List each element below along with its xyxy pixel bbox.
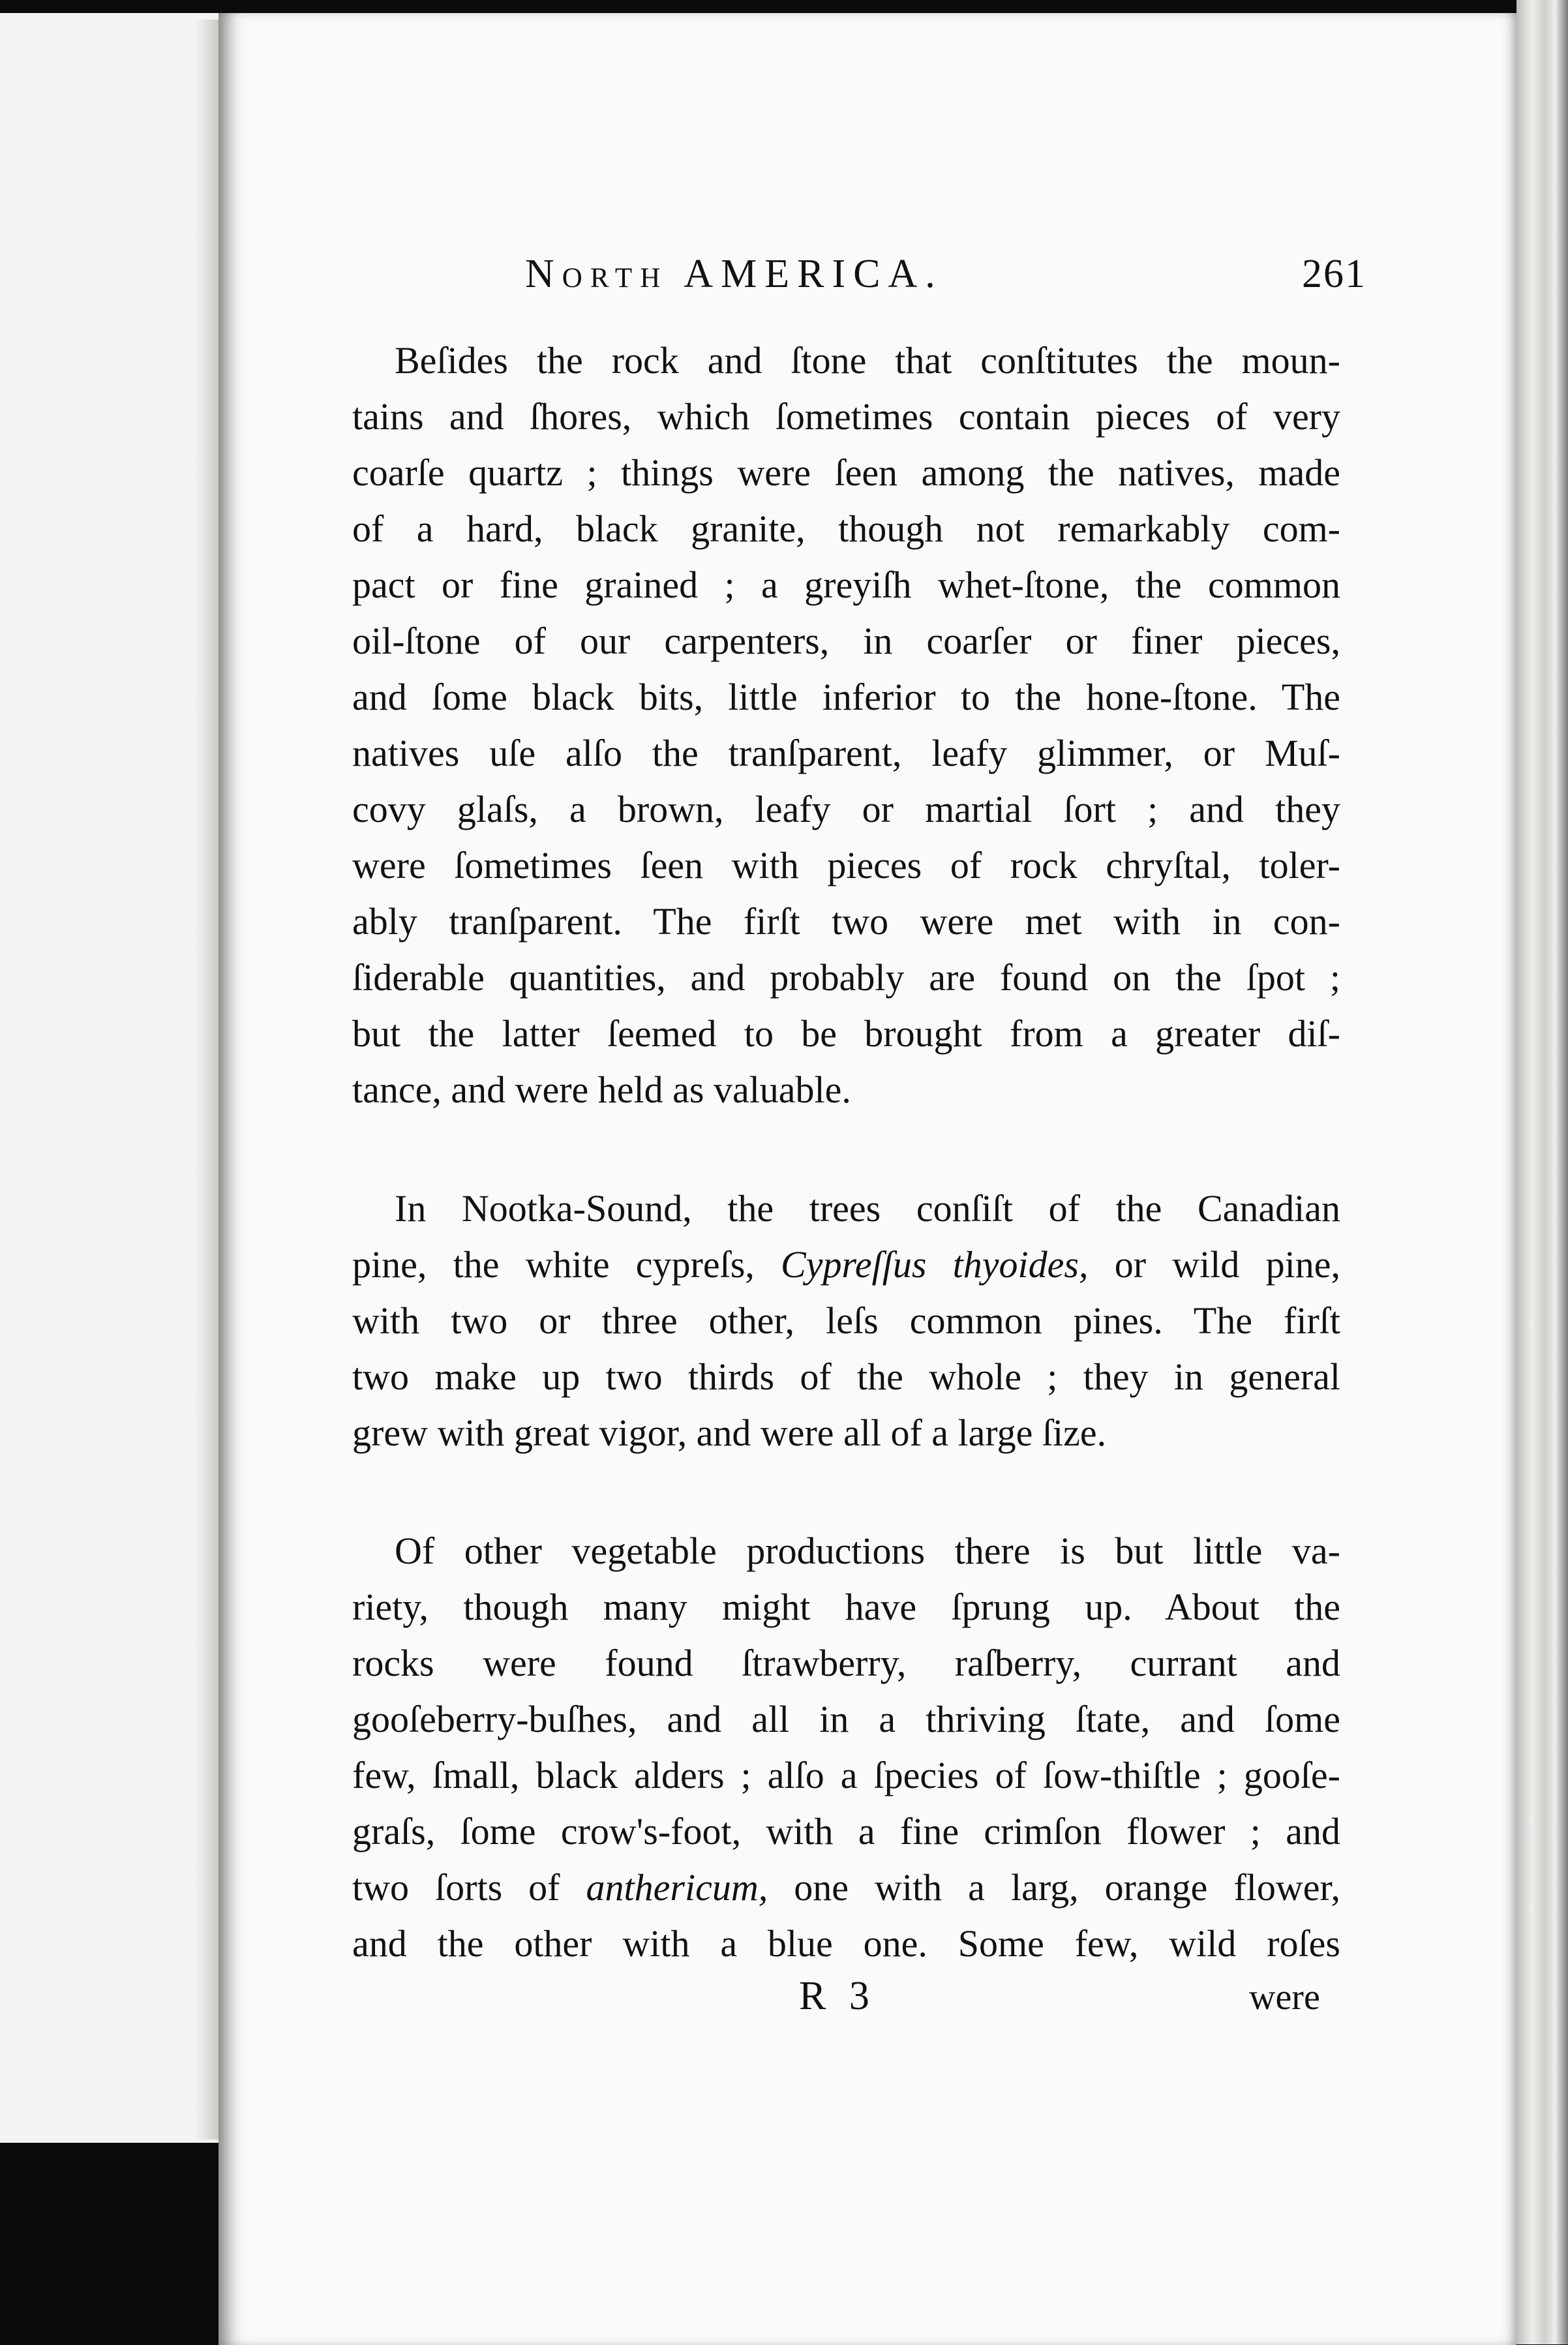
text-line: grew with great vigor, and were all of a large ſize. bbox=[352, 1412, 1107, 1454]
text-line: of a hard, black granite, though not remarkably com- bbox=[352, 507, 1340, 550]
text-line: tance, and were held as valuable. bbox=[352, 1068, 851, 1111]
running-title: North AMERICA. bbox=[525, 252, 943, 296]
text-line: with two or three other, leſs common pines. The firſt bbox=[352, 1299, 1340, 1342]
text-line: ably tranſparent. The firſt two were met with in con- bbox=[352, 900, 1340, 943]
text-line: rocks were found ſtrawberry, raſberry, currant and bbox=[352, 1642, 1340, 1684]
text-line: Of other vegetable productions there is but little va- bbox=[395, 1530, 1340, 1572]
page-edge bbox=[1516, 0, 1568, 2344]
text-line: gooſeberry-buſhes, and all in a thriving ſtate, and ſome bbox=[352, 1698, 1340, 1740]
running-head bbox=[525, 251, 1366, 303]
text-line: covy glaſs, a brown, leafy or martial ſort ; and they bbox=[352, 788, 1340, 830]
text-line: coarſe quartz ; things were ſeen among the natives, made bbox=[352, 451, 1340, 494]
text-line: In Nootka-Sound, the trees conſiſt of the Canadian bbox=[395, 1187, 1340, 1230]
text-line: but the latter ſeemed to be brought from a greater diſ- bbox=[352, 1012, 1340, 1055]
text-line: natives uſe alſo the tranſparent, leafy glimmer, or Muſ- bbox=[352, 732, 1340, 774]
text-line: two ſorts of anthericum, one with a larg, orange flower, bbox=[352, 1866, 1341, 1909]
text-line: graſs, ſome crow's-foot, with a fine crimſon flower ; and bbox=[352, 1810, 1340, 1853]
text-line: pine, the white cypreſs, Cypreſſus thyoides, or wild pine, bbox=[352, 1243, 1340, 1286]
page-number: 261 bbox=[1302, 252, 1366, 296]
text-line: oil-ſtone of our carpenters, in coarſer or finer pieces, bbox=[352, 620, 1340, 662]
text-line: Beſides the rock and ſtone that conſtitutes the moun- bbox=[395, 339, 1340, 382]
signature-mark: R 3 bbox=[799, 1974, 876, 2018]
text-line: and ſome black bits, little inferior to the hone-ſtone. The bbox=[352, 676, 1340, 718]
text-line: were ſometimes ſeen with pieces of rock chryſtal, toler- bbox=[352, 844, 1340, 886]
text-line: riety, though many might have ſprung up. About the bbox=[352, 1586, 1340, 1628]
text-line: and the other with a blue one. Some few, wild roſes bbox=[352, 1922, 1340, 1965]
text-line: ſiderable quantities, and probably are found on the ſpot ; bbox=[352, 956, 1340, 999]
text-line: pact or fine grained ; a greyiſh whet-ſtone, the common bbox=[352, 564, 1340, 606]
text-line: two make up two thirds of the whole ; they in general bbox=[352, 1355, 1340, 1398]
text-line: tains and ſhores, which ſometimes contain pieces of very bbox=[352, 395, 1340, 438]
text-line: few, ſmall, black alders ; alſo a ſpecies of ſow-thiſtle ; gooſe- bbox=[352, 1754, 1340, 1796]
catchword: were bbox=[1249, 1977, 1320, 2018]
